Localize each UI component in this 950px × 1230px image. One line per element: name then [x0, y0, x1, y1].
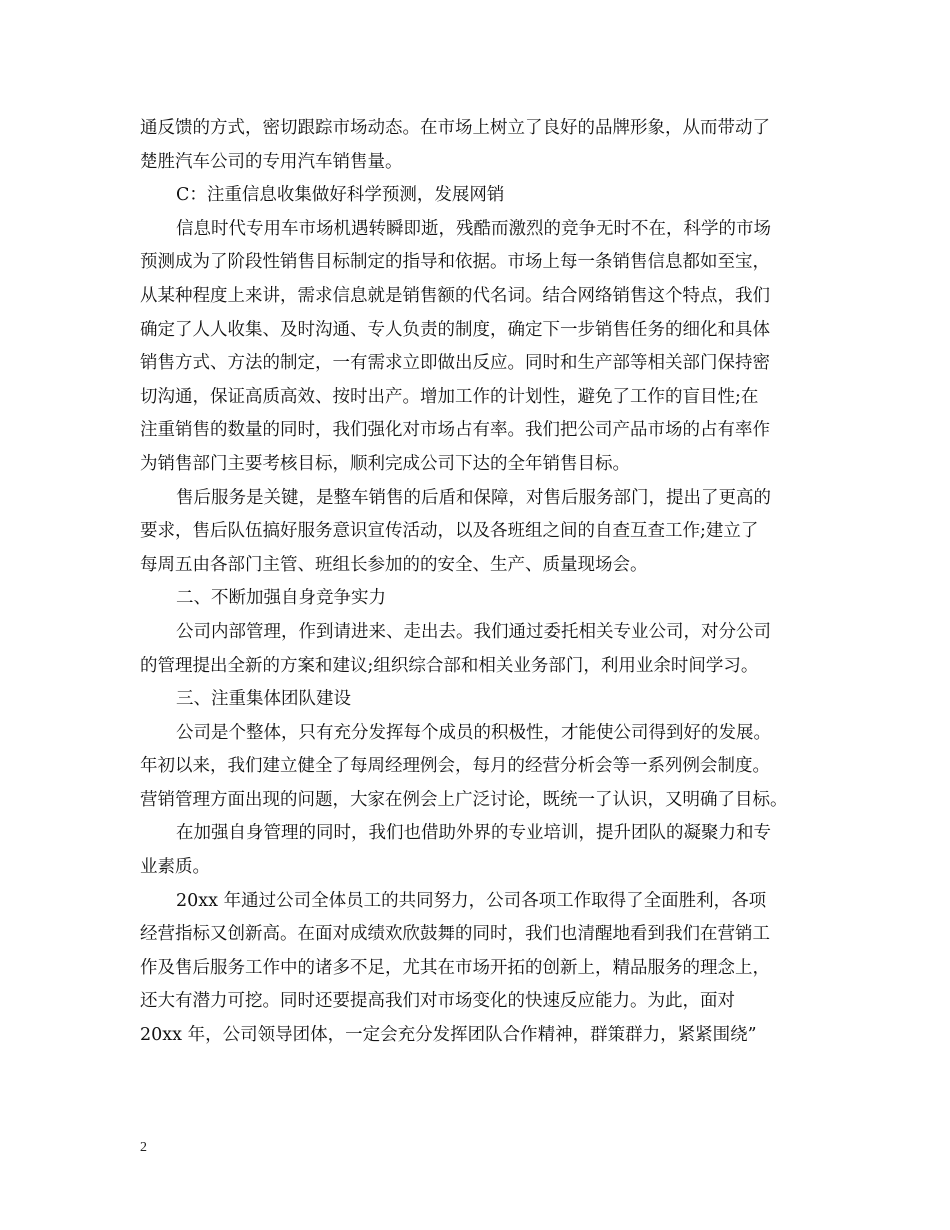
text-line: 通反馈的方式，密切跟踪市场动态。在市场上树立了良好的品牌形象，从而带动了 — [140, 118, 770, 138]
text-line: 作及售后服务工作中的诸多不足，尤其在市场开拓的创新上，精品服务的理念上， — [140, 957, 770, 978]
text-line: 从某种程度上来讲，需求信息就是销售额的代名词。结合网络销售这个特点，我们 — [140, 285, 770, 306]
text-line: 注重销售的数量的同时，我们强化对市场占有率。我们把公司产品市场的占有率作 — [140, 420, 770, 441]
text-line: 营销管理方面出现的问题，大家在例会上广泛讨论，既统一了认识，又明确了目标。 — [140, 789, 788, 810]
text-line: 楚胜汽车公司的专用汽车销售量。 — [140, 151, 403, 172]
text-line: 二、不断加强自身竞争实力 — [176, 588, 386, 609]
text-line: 还大有潜力可挖。同时还要提高我们对市场变化的快速反应能力。为此，面对 — [140, 991, 735, 1012]
text-line: 信息时代专用车市场机遇转瞬即逝，残酷而激烈的竞争无时不在，科学的市场 — [176, 218, 771, 239]
text-line: 业素质。 — [140, 857, 210, 878]
text-line: 确定了人人收集、及时沟通、专人负责的制度，确定下一步销售任务的细化和具体 — [140, 319, 770, 340]
text-line: 公司是个整体，只有充分发挥每个成员的积极性，才能使公司得到好的发展。 — [176, 722, 771, 743]
body-text — [140, 112, 820, 1053]
text-line: 预测成为了阶段性销售目标制定的指导和依据。市场上每一条销售信息都如至宝， — [140, 252, 770, 273]
text-line: 公司内部管理，作到请进来、走出去。我们通过委托相关专业公司，对分公司 — [176, 621, 771, 642]
text-line: 的管理提出全新的方案和建议;组织综合部和相关业务部门，利用业余时间学习。 — [140, 655, 759, 676]
text-line: 20xx 年，公司领导团体，一定会充分发挥团队合作精神，群策群力，紧紧围绕” — [140, 1025, 757, 1046]
text-line: C：注重信息收集做好科学预测，发展网销 — [176, 185, 505, 206]
text-line: 年初以来，我们建立健全了每周经理例会，每月的经营分析会等一系列例会制度。 — [140, 756, 770, 777]
text-line: 20xx 年通过公司全体员工的共同努力，公司各项工作取得了全面胜利，各项 — [176, 890, 767, 911]
text-line: 每周五由各部门主管、班组长参加的的安全、生产、质量现场会。 — [140, 554, 648, 575]
text-line: 经营指标又创新高。在面对成绩欢欣鼓舞的同时，我们也清醒地看到我们在营销工 — [140, 924, 770, 945]
text-line: 要求，售后队伍搞好服务意识宣传活动，以及各班组之间的自查互查工作;建立了 — [140, 521, 759, 542]
text-line: 为销售部门主要考核目标，顺利完成公司下达的全年销售目标。 — [140, 453, 630, 474]
text-line: 在加强自身管理的同时，我们也借助外界的专业培训，提升团队的凝聚力和专 — [176, 823, 771, 844]
text-line: 三、注重集体团队建设 — [176, 689, 351, 710]
text-line: 售后服务是关键，是整车销售的后盾和保障，对售后服务部门，提出了更高的 — [176, 487, 771, 508]
text-line: 切沟通，保证高质高效、按时出产。增加工作的计划性，避免了工作的盲目性;在 — [140, 386, 759, 407]
text-line: 销售方式、方法的制定，一有需求立即做出反应。同时和生产部等相关部门保持密 — [140, 353, 770, 374]
page-number: 2 — [140, 1140, 147, 1155]
